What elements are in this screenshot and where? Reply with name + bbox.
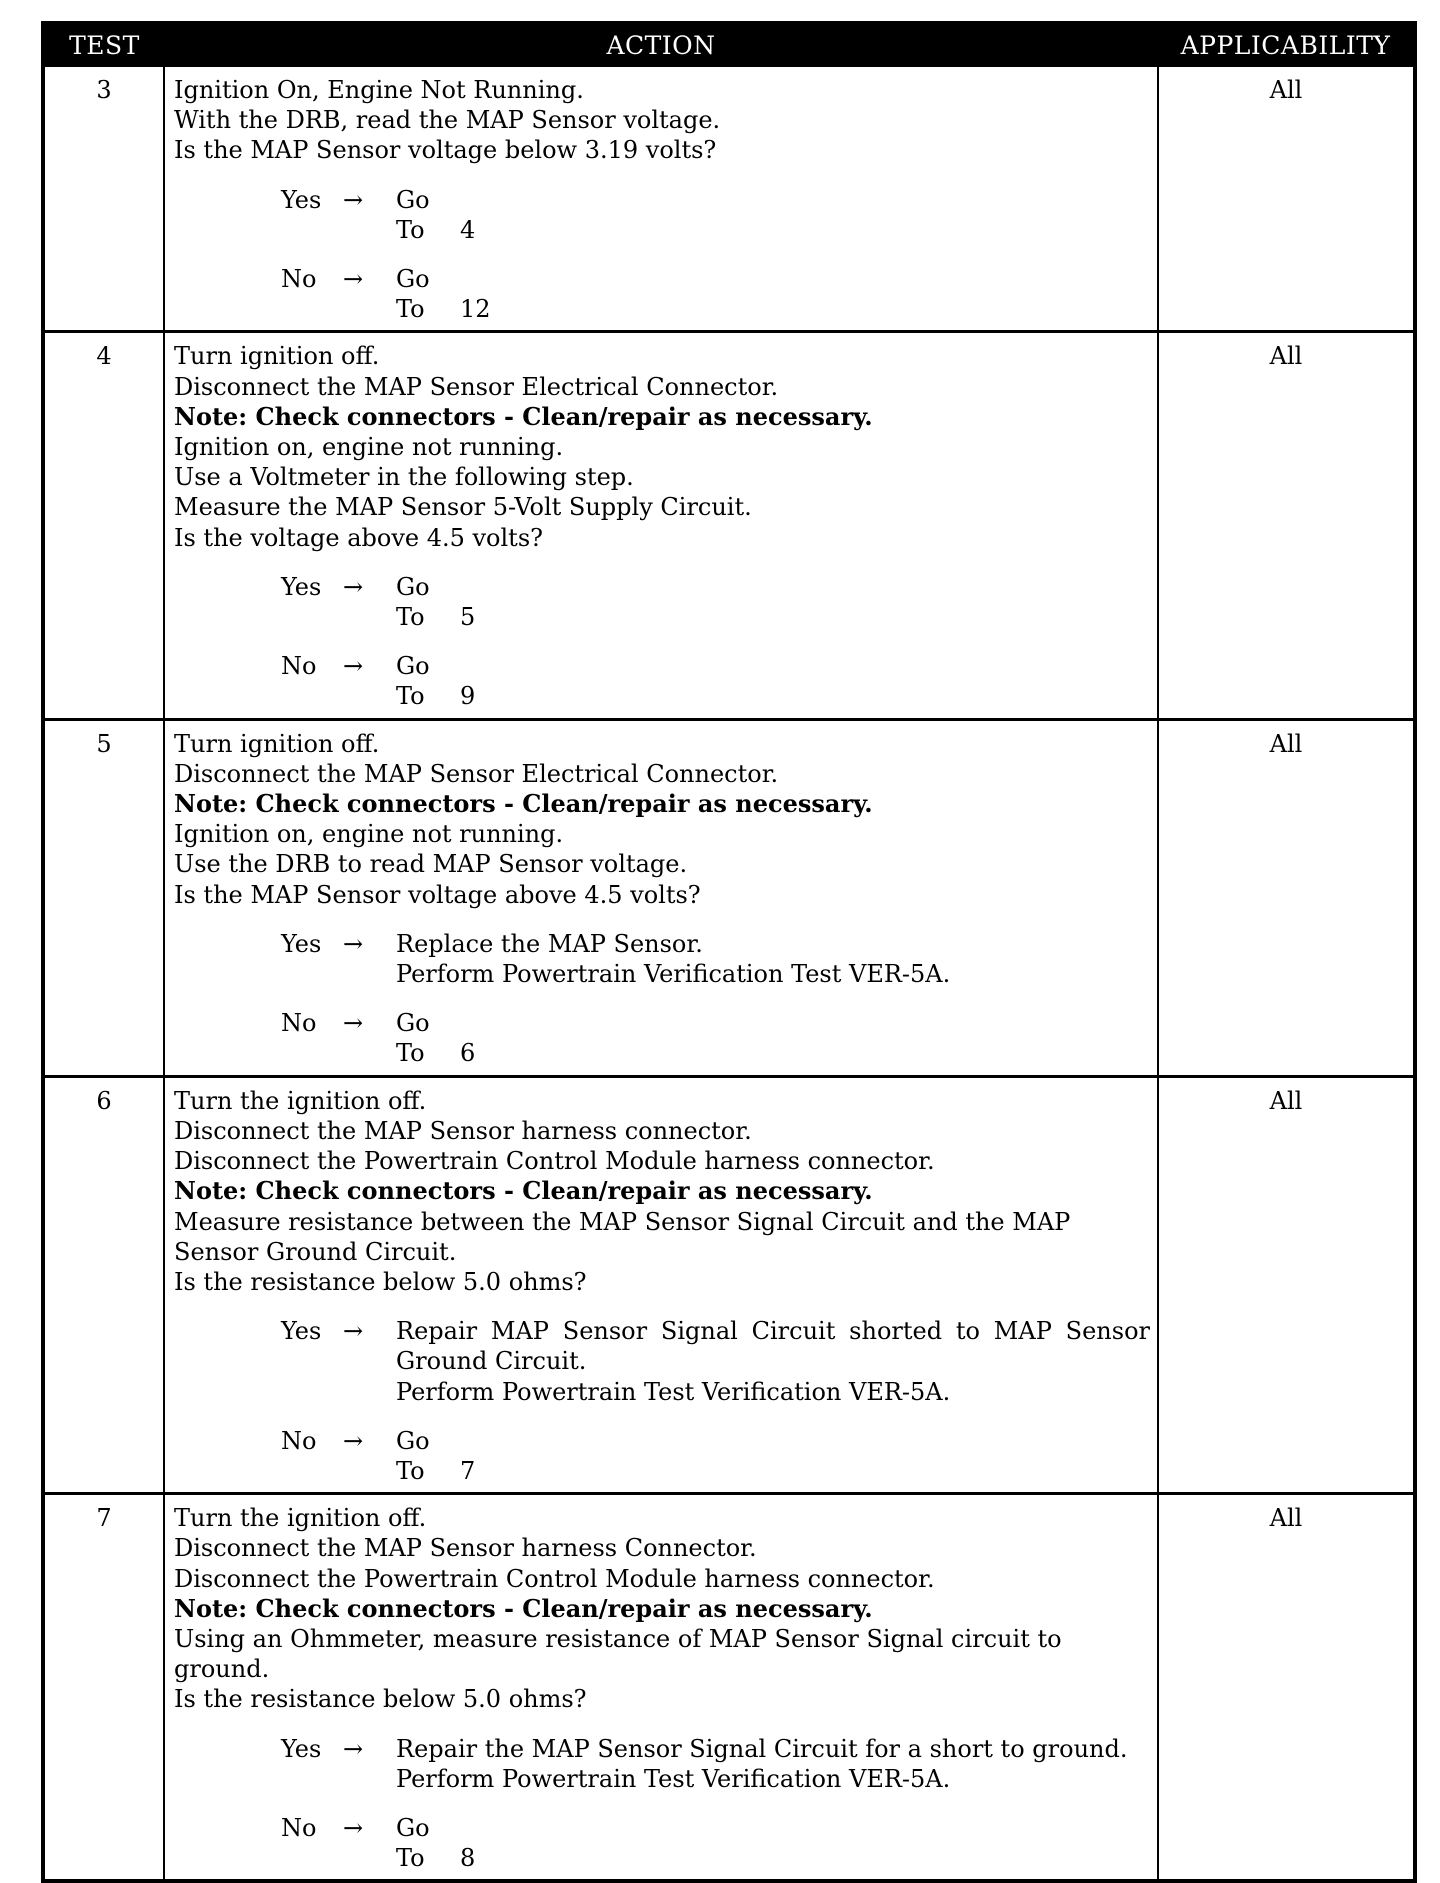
goto-label: Go To (396, 1009, 430, 1068)
goto-step-number: 7 (460, 1456, 476, 1485)
outcome-answer: Yes (281, 1317, 322, 1346)
applicability-value: All (1158, 66, 1415, 332)
result-line: Perform Powertrain Verification Test VER-5A. (396, 960, 951, 989)
result-line: Perform Powertrain Test Verification VER-5A. (396, 1764, 951, 1793)
goto-label: Go To (396, 1813, 430, 1873)
goto-step-number: 4 (460, 215, 476, 244)
test-number: 6 (43, 1076, 164, 1493)
instruction-line: Disconnect the Powertrain Control Module harness connector. (174, 1147, 935, 1176)
instruction-line: Disconnect the Powertrain Control Module harness connector. (174, 1564, 935, 1593)
outcome-yes (281, 572, 1150, 632)
outcome-answer: No (281, 1813, 317, 1842)
result-line: Repair the MAP Sensor Signal Circuit for a short to ground. (396, 1734, 1128, 1763)
instruction-line: Disconnect the MAP Sensor Electrical Connector. (174, 372, 779, 401)
right-arrow-icon: → (343, 1734, 364, 1763)
right-arrow-icon: → (343, 185, 364, 214)
goto-label: Go To (396, 185, 430, 244)
applicability-value: All (1158, 332, 1415, 719)
goto-step-number: 6 (460, 1039, 476, 1068)
instruction-line: Is the resistance below 5.0 ohms? (174, 1685, 587, 1714)
goto-label: Go To (396, 652, 430, 711)
instruction-line: Disconnect the MAP Sensor harness Connector. (174, 1534, 757, 1563)
right-arrow-icon: → (343, 1813, 364, 1842)
outcome-no (281, 1008, 1150, 1068)
right-arrow-icon: → (343, 1317, 364, 1346)
action-cell (164, 1076, 1158, 1493)
outcome-answer: No (281, 1426, 317, 1455)
goto-step-number: 8 (460, 1844, 476, 1873)
goto-step-number: 9 (460, 682, 476, 711)
note-line: Note: Check connectors - Clean/repair as necessary. (174, 1176, 873, 1206)
note-line: Note: Check connectors - Clean/repair as necessary. (174, 1593, 873, 1623)
outcome-no (281, 264, 1150, 324)
instruction-line: Measure the MAP Sensor 5-Volt Supply Circuit. (174, 493, 752, 522)
test-number: 7 (43, 1494, 164, 1882)
header-action: ACTION (164, 23, 1158, 66)
action-cell (164, 1494, 1158, 1882)
instruction-line: Turn ignition off. (174, 342, 380, 371)
instruction-line: Measure resistance between the MAP Sensor Signal Circuit and the MAP Sensor Ground Circuit. (174, 1207, 1071, 1266)
outcome-result (396, 1316, 1150, 1407)
applicability-value: All (1158, 1494, 1415, 1882)
result-line: Repair MAP Sensor Signal Circuit shorted to MAP Sensor Ground Circuit. (396, 1317, 1150, 1376)
instruction-line: Disconnect the MAP Sensor harness connector. (174, 1116, 752, 1145)
outcome-result (396, 185, 1150, 245)
outcome-answer: No (281, 265, 317, 294)
outcome-yes (281, 185, 1150, 245)
test-number: 3 (43, 66, 164, 332)
outcome-no (281, 651, 1150, 711)
instruction-line: Is the resistance below 5.0 ohms? (174, 1267, 587, 1296)
right-arrow-icon: → (343, 929, 364, 958)
instruction-line: Turn the ignition off. (174, 1504, 427, 1533)
outcome-result (396, 651, 1150, 711)
applicability-value: All (1158, 1076, 1415, 1493)
note-line: Note: Check connectors - Clean/repair as necessary. (174, 401, 873, 431)
instruction-line: Is the voltage above 4.5 volts? (174, 523, 544, 552)
table-header-row (43, 23, 1415, 66)
header-applicability: APPLICABILITY (1158, 23, 1415, 66)
table-row (43, 332, 1415, 719)
test-number: 5 (43, 719, 164, 1076)
outcome-result (396, 1734, 1150, 1794)
goto-label: Go To (396, 1426, 430, 1485)
diagnostic-procedure-document (41, 21, 1413, 1883)
instruction-line: With the DRB, read the MAP Sensor voltage. (174, 106, 721, 135)
note-line: Note: Check connectors - Clean/repair as necessary. (174, 789, 873, 819)
instruction-line: Is the MAP Sensor voltage below 3.19 volts? (174, 136, 717, 165)
outcome-answer: No (281, 1009, 317, 1038)
outcome-result (396, 929, 1150, 989)
instruction-line: Use the DRB to read MAP Sensor voltage. (174, 850, 688, 879)
instruction-line: Disconnect the MAP Sensor Electrical Connector. (174, 759, 779, 788)
outcome-answer: Yes (281, 185, 322, 214)
action-cell (164, 66, 1158, 332)
result-line: Perform Powertrain Test Verification VER-5A. (396, 1377, 951, 1406)
instruction-line: Turn the ignition off. (174, 1086, 427, 1115)
right-arrow-icon: → (343, 1426, 364, 1455)
outcome-result (396, 1813, 1150, 1873)
goto-step-number: 5 (460, 603, 476, 632)
outcome-result (396, 1426, 1150, 1486)
table-row (43, 1076, 1415, 1493)
goto-step-number: 12 (460, 295, 491, 324)
table-row (43, 1494, 1415, 1882)
outcome-yes (281, 929, 1150, 989)
outcome-yes (281, 1316, 1150, 1407)
action-cell (164, 719, 1158, 1076)
instruction-line: Ignition on, engine not running. (174, 820, 564, 849)
outcome-answer: No (281, 652, 317, 681)
instruction-line: Ignition On, Engine Not Running. (174, 76, 584, 104)
outcome-yes (281, 1734, 1150, 1794)
outcome-answer: Yes (281, 572, 322, 601)
result-line: Replace the MAP Sensor. (396, 929, 703, 958)
instruction-line: Ignition on, engine not running. (174, 433, 564, 462)
right-arrow-icon: → (343, 1009, 364, 1038)
outcome-no (281, 1813, 1150, 1873)
instruction-line: Is the MAP Sensor voltage above 4.5 volts? (174, 880, 701, 909)
outcome-result (396, 264, 1150, 324)
instruction-line: Turn ignition off. (174, 729, 380, 758)
outcome-answer: Yes (281, 1734, 322, 1763)
outcome-result (396, 572, 1150, 632)
test-number: 4 (43, 332, 164, 719)
table-row (43, 66, 1415, 332)
goto-label: Go To (396, 572, 430, 632)
outcome-answer: Yes (281, 929, 322, 958)
outcome-no (281, 1426, 1150, 1486)
action-cell (164, 332, 1158, 719)
goto-label: Go To (396, 265, 430, 324)
instruction-line: Using an Ohmmeter, measure resistance of MAP Sensor Signal circuit to ground. (174, 1624, 1062, 1684)
table-row (43, 719, 1415, 1076)
outcome-result (396, 1008, 1150, 1068)
table-body (43, 66, 1415, 1881)
instruction-line: Use a Voltmeter in the following step. (174, 463, 634, 492)
applicability-value: All (1158, 719, 1415, 1076)
header-test: TEST (43, 23, 164, 66)
right-arrow-icon: → (343, 652, 364, 681)
right-arrow-icon: → (343, 572, 364, 601)
diagnostic-test-table (41, 21, 1417, 1883)
right-arrow-icon: → (343, 265, 364, 294)
